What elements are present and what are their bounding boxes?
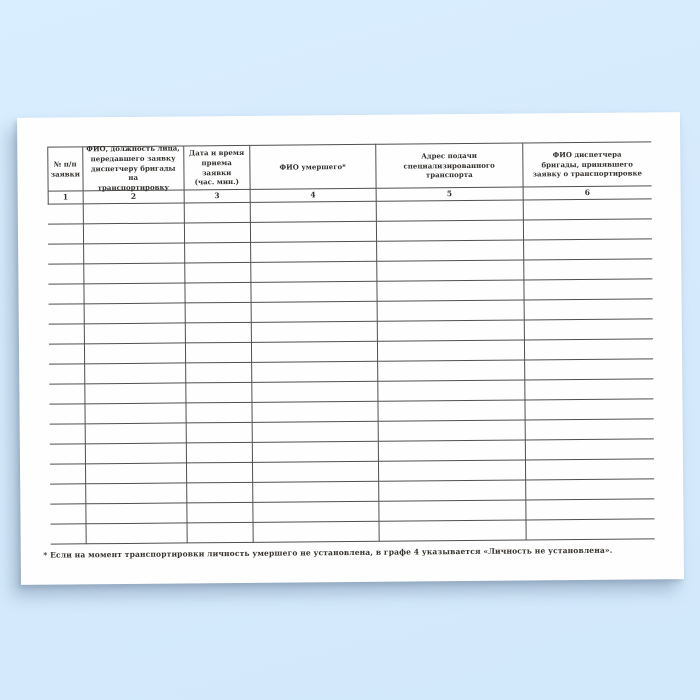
table-empty-cell [50, 484, 87, 504]
table-empty-cell [84, 203, 185, 224]
table-empty-cell [378, 440, 526, 461]
table-empty-cell [252, 381, 378, 402]
table-empty-cell [47, 224, 84, 244]
table-empty-cell [49, 404, 86, 424]
table-empty-cell [187, 522, 254, 543]
footnote: * Если на момент транспортировки личность умершего не установлена, в графе 4 указывается «Личность не установлена». [43, 545, 613, 560]
table-empty-cell [48, 324, 85, 344]
table-empty-cell [186, 382, 253, 403]
table-empty-cell [49, 364, 86, 384]
table-empty-cell [86, 443, 187, 464]
table-empty-cell [378, 460, 526, 481]
table-empty-cell [86, 423, 187, 444]
table-empty-cell [253, 501, 379, 522]
table-empty-cell [378, 380, 526, 401]
table-empty-cell [251, 261, 377, 282]
table-empty-cell [185, 282, 252, 303]
table-empty-cell [524, 239, 652, 260]
table-empty-cell [379, 480, 527, 501]
table-empty-cell [525, 339, 653, 360]
table-empty-cell [85, 403, 186, 424]
table-empty-cell [526, 459, 654, 480]
table-empty-cell [377, 280, 525, 301]
table-empty-cell [86, 483, 187, 504]
table-empty-cell [252, 401, 378, 422]
table-empty-cell [526, 419, 654, 440]
table-empty-cell [377, 320, 525, 341]
table-empty-cell [184, 202, 251, 223]
table-empty-cell [253, 441, 379, 462]
table-empty-cell [85, 343, 186, 364]
table-empty-cell [379, 500, 527, 521]
table-empty-cell [379, 520, 527, 541]
table-empty-cell [254, 521, 380, 542]
table-empty-cell [251, 281, 377, 302]
table-empty-cell [86, 463, 187, 484]
column-header-dispatcher-name: ФИО диспетчера бригады, принявшего заявку о транспортировке [523, 141, 651, 187]
table-empty-cell [525, 359, 653, 380]
table-empty-cell [251, 221, 377, 242]
table-empty-cell [48, 284, 85, 304]
table-empty-cell [526, 439, 654, 460]
table-empty-cell [377, 260, 525, 281]
table-empty-cell [85, 363, 186, 384]
table-empty-cell [86, 503, 187, 524]
table-empty-cell [84, 283, 185, 304]
column-number: 1 [47, 191, 84, 204]
page-content [43, 141, 655, 560]
table-empty-cell [85, 323, 186, 344]
column-number: 3 [184, 190, 251, 203]
table-empty-cell [186, 422, 253, 443]
table-empty-cell [525, 379, 653, 400]
table-empty-cell [252, 341, 378, 362]
table-empty-cell [48, 304, 85, 324]
table-empty-cell [185, 242, 252, 263]
table-empty-cell [48, 344, 85, 364]
table-empty-cell [49, 384, 86, 404]
table-empty-cell [526, 479, 654, 500]
column-number: 6 [524, 186, 652, 200]
table-empty-cell [49, 464, 86, 484]
table-empty-cell [527, 519, 655, 540]
table-empty-cell [524, 279, 652, 300]
table-empty-cell [185, 342, 252, 363]
table-empty-cell [524, 219, 652, 240]
table-empty-cell [377, 340, 525, 361]
table-empty-cell [378, 360, 526, 381]
column-header-date-time: Дата и время приема заявки (час. мин.) [184, 145, 251, 191]
table-empty-cell [186, 362, 253, 383]
column-number: 5 [376, 187, 524, 201]
table-empty-cell [376, 200, 524, 221]
table-empty-cell [85, 383, 186, 404]
table-empty-cell [186, 402, 253, 423]
table-empty-cell [253, 481, 379, 502]
table-empty-cell [524, 259, 652, 280]
table-empty-cell [85, 303, 186, 324]
column-header-requester: ФИО, должность лица, передавшего заявку диспетчеру бригады на транспортировку [83, 145, 184, 191]
table-empty-cell [84, 243, 185, 264]
table-empty-cell [185, 302, 252, 323]
table-empty-cell [186, 462, 253, 483]
table-empty-cell [48, 244, 85, 264]
column-number: 2 [84, 190, 185, 203]
table-empty-cell [50, 504, 87, 524]
table-empty-cell [185, 262, 252, 283]
table-empty-cell [253, 421, 379, 442]
table-empty-cell [187, 482, 254, 503]
table-empty-cell [525, 399, 653, 420]
table-empty-cell [377, 300, 525, 321]
column-header-request-number: № п/п заявки [47, 146, 84, 191]
table-empty-cell [184, 222, 251, 243]
table-empty-cell [525, 299, 653, 320]
table-empty-cell [186, 442, 253, 463]
table-empty-cell [378, 400, 526, 421]
table-empty-cell [84, 263, 185, 284]
table-empty-cell [251, 241, 377, 262]
table-empty-cell [526, 499, 654, 520]
document-page [17, 112, 684, 585]
column-header-deceased-name: ФИО умершего* [250, 144, 376, 190]
column-number: 4 [251, 189, 377, 203]
column-header-transport-address: Адрес подачи специализированного транспорта [376, 142, 524, 188]
table-empty-cell [87, 523, 188, 544]
table-empty-cell [253, 461, 379, 482]
table-empty-cell [50, 524, 87, 544]
table-empty-cell [524, 199, 652, 220]
table-empty-cell [49, 444, 86, 464]
table-empty-cell [47, 204, 84, 224]
table-empty-cell [251, 201, 377, 222]
table-empty-cell [525, 319, 653, 340]
table-empty-cell [48, 264, 85, 284]
table-empty-cell [185, 322, 252, 343]
transport-request-register-table [47, 141, 654, 544]
table-empty-cell [252, 301, 378, 322]
table-empty-cell [377, 240, 525, 261]
table-empty-cell [376, 220, 524, 241]
table-empty-cell [187, 502, 254, 523]
table-empty-cell [378, 420, 526, 441]
table-empty-cell [84, 223, 185, 244]
table-empty-cell [252, 361, 378, 382]
table-empty-cell [252, 321, 378, 342]
table-empty-cell [49, 424, 86, 444]
